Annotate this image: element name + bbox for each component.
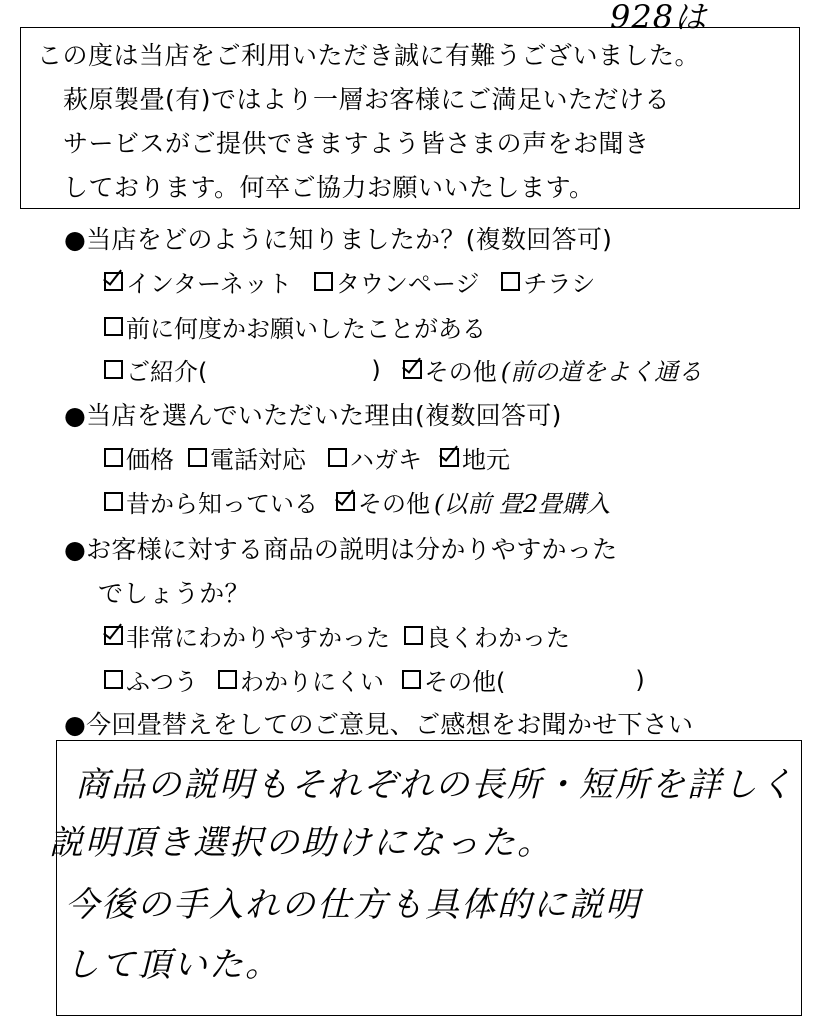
option-label: 価格 xyxy=(126,446,174,474)
option-label: 良くわかった xyxy=(426,624,570,652)
checkbox[interactable] xyxy=(501,272,520,291)
intro-line-4: しております。何卒ご協力お願いいたします。 xyxy=(63,173,595,202)
q2-other-handwritten-note: (以前 畳2畳購入 xyxy=(434,490,611,518)
intro-line-2: 萩原製畳(有)ではより一層お客様にご満足いただける xyxy=(63,85,671,114)
q1-option-internet[interactable] xyxy=(104,264,292,299)
q2-option-phone[interactable] xyxy=(188,440,306,475)
checkbox[interactable] xyxy=(104,360,123,379)
checkbox-checked[interactable] xyxy=(403,360,422,379)
checkbox[interactable] xyxy=(402,670,421,689)
checkbox[interactable] xyxy=(188,448,207,467)
q3-row-1 xyxy=(104,618,570,653)
intro-line-1: この度は当店をご利用いただき誠に有難うございました。 xyxy=(37,41,701,70)
intro-line-3: サービスがご提供できますよう皆さまの声をお聞き xyxy=(63,129,650,158)
option-label: わかりにくい xyxy=(240,668,384,696)
option-label: その他 xyxy=(424,358,497,386)
checkbox[interactable] xyxy=(104,492,123,511)
stamp-number: 928は xyxy=(610,0,708,36)
q2-option-price[interactable] xyxy=(104,440,174,475)
q3-option-very-clear[interactable] xyxy=(104,618,390,653)
q1-other-handwritten-note: (前の道をよく通る xyxy=(500,358,703,386)
checkbox-checked[interactable] xyxy=(104,626,123,645)
checkbox[interactable] xyxy=(104,670,123,689)
intro-box xyxy=(20,27,800,209)
q3-row-2 xyxy=(104,662,645,697)
q1-option-townpage[interactable] xyxy=(314,264,480,299)
q1-option-repeat[interactable] xyxy=(104,309,486,344)
checkbox[interactable] xyxy=(104,448,123,467)
option-label: ハガキ xyxy=(350,446,422,474)
checkbox[interactable] xyxy=(314,272,333,291)
option-label: ご紹介( xyxy=(126,358,208,386)
q1-row-3 xyxy=(104,352,702,387)
checkbox[interactable] xyxy=(104,317,123,336)
q2-option-known[interactable] xyxy=(104,484,318,519)
q2-option-local[interactable] xyxy=(440,440,510,475)
checkbox-checked[interactable] xyxy=(336,492,355,511)
q1-row-1 xyxy=(104,264,595,299)
q2-option-postcard[interactable] xyxy=(328,440,422,475)
q2-row-1 xyxy=(104,440,510,475)
option-label: 昔から知っている xyxy=(126,490,318,518)
q3-option-unclear[interactable] xyxy=(218,662,384,697)
checkbox[interactable] xyxy=(218,670,237,689)
question-3-line-2: でしょうか？ xyxy=(98,579,250,608)
q1-row-2 xyxy=(104,309,486,344)
question-1: ●当店をどのように知りましたか？(複数回答可) xyxy=(64,225,613,254)
comment-box xyxy=(49,740,802,1016)
q2-option-other[interactable] xyxy=(336,484,430,519)
option-label: その他 xyxy=(358,490,430,518)
q3-option-clear[interactable] xyxy=(404,618,570,653)
q1-option-other[interactable] xyxy=(403,352,497,387)
question-2: ●当店を選んでいただいた理由(複数回答可) xyxy=(64,401,562,430)
comment-line-1: 商品の説明もそれぞれの長所・短所を詳しく xyxy=(75,765,795,805)
option-label: 非常にわかりやすかった xyxy=(126,624,390,652)
q3-option-other[interactable] xyxy=(402,662,505,697)
q3-other-close-paren: ) xyxy=(635,665,645,694)
option-label: インターネット xyxy=(126,270,292,298)
option-label: タウンページ xyxy=(335,270,480,298)
option-label: ふつう xyxy=(126,668,198,696)
option-label: チラシ xyxy=(523,270,596,298)
option-label: 電話対応 xyxy=(210,446,306,474)
checkbox[interactable] xyxy=(404,626,423,645)
q3-option-normal[interactable] xyxy=(104,662,198,697)
option-label: 地元 xyxy=(462,446,510,474)
question-4: ●今回畳替えをしてのご意見、ご感想をお聞かせ下さい xyxy=(64,710,694,739)
question-3-line-1: ●お客様に対する商品の説明は分かりやすかった xyxy=(64,535,618,564)
option-label: 前に何度かお願いしたことがある xyxy=(126,315,486,343)
checkbox-checked[interactable] xyxy=(440,448,459,467)
comment-line-4: して頂いた。 xyxy=(65,945,281,985)
comment-line-2: 説明頂き選択の助けになった。 xyxy=(49,823,553,863)
checkbox-checked[interactable] xyxy=(104,272,123,291)
comment-line-3: 今後の手入れの仕方も具体的に説明 xyxy=(65,885,641,925)
referral-close-paren: ) xyxy=(371,355,381,384)
q1-option-flyer[interactable] xyxy=(501,264,595,299)
q1-option-referral[interactable] xyxy=(104,352,207,387)
checkbox[interactable] xyxy=(328,448,347,467)
option-label: その他( xyxy=(424,668,506,696)
q2-row-2 xyxy=(104,484,610,519)
